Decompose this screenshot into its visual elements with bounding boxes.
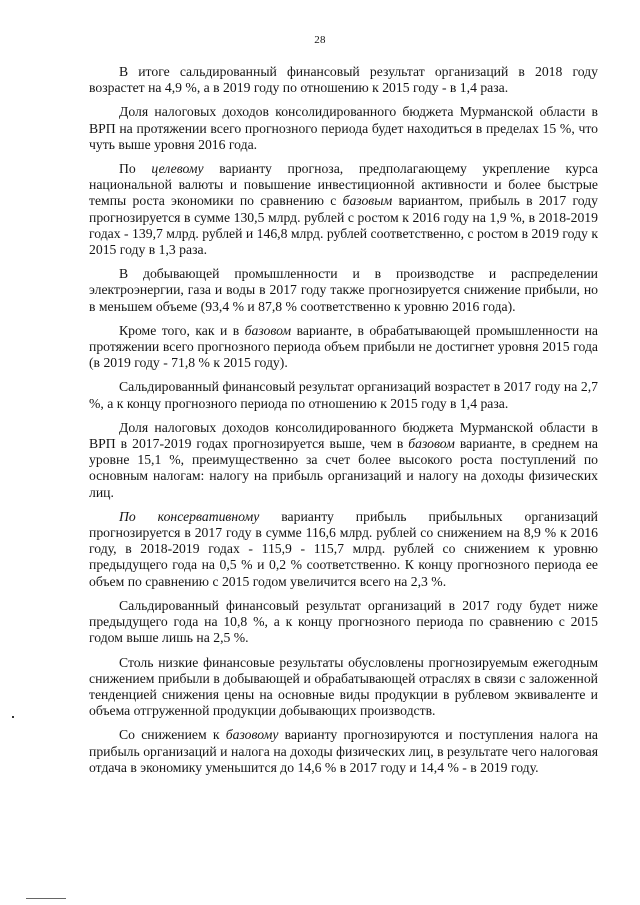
scan-mark: [12, 716, 14, 718]
paragraph: [89, 509, 598, 590]
italic-text: целевому: [151, 161, 204, 177]
paragraph: [89, 727, 598, 776]
scan-mark: [26, 898, 66, 899]
paragraph-text: вариантом, прибыль в 2017 году прогнозируется в сумме 130,5 млрд. рублей с ростом к 2016 году на 1,9 %, в 2018-2019 годах - 139,7 млрд. рублей и 146,8 млрд. рублей соответственно, с ростом в 2019 году к 2015 году в 1,3 раза.: [89, 193, 598, 258]
italic-text: базовом: [408, 436, 455, 452]
paragraph-text: варианту прогнозируются и поступления налога на прибыль организаций и налога на доходы физических лиц, в результате чего налоговая отдача в экономику уменьшится до 14,6 % в 2017 году и 14,4 % - в 2019 году.: [89, 727, 599, 775]
paragraph: [89, 64, 598, 96]
italic-text: базовым: [342, 193, 393, 209]
paragraph-text: варианте, в среднем на уровне 15,1 %, преимущественно за счет более высокого роста поступлений по основным налогам: налогу на прибыль организаций и налогу на доходы физических лиц.: [89, 436, 598, 500]
italic-text: базовом: [244, 322, 292, 338]
paragraph: [89, 420, 598, 501]
paragraph-text: варианту прибыль прибыльных организаций прогнозируется в 2017 году в сумме 116,6 млрд. рублей со снижением на 8,9 % к 2016 году, в 2018-2019 годах - 115,9 - 115,7 млрд. рублей со снижением к уровню предыдущего года на 0,5 % и 0,2 % соответственно. К концу прогнозного периода ее объем по сравнению с 2015 годом увеличится всего на 2,3 %.: [89, 508, 599, 589]
paragraph-text: варианте, в обрабатывающей промышленности на протяжении всего прогнозного периода объем прибыли не достигнет уровня 2015 года (в 2019 году - 71,8 % к 2015 году).: [89, 322, 598, 371]
paragraph-text: Кроме того, как и в: [119, 322, 245, 338]
paragraph: [89, 104, 598, 153]
paragraph-text: В итоге сальдированный финансовый результат организаций в 2018 году возрастет на 4,9 %, а в 2019 году по отношению к 2015 году - в 1,4 раза.: [89, 64, 598, 96]
page-number: 28: [314, 34, 326, 46]
paragraph-text: Доля налоговых доходов консолидированного бюджета Мурманской области в ВРП в 2017-2019 годах прогнозируется выше, чем в: [89, 419, 598, 452]
paragraph: [89, 161, 598, 258]
paragraph: [89, 598, 598, 647]
paragraph-text: варианту прогноза, предполагающему укрепление курса национальной валюты и повышение инвестиционной активности и более быстрые темпы роста экономики по сравнению с: [89, 161, 598, 209]
paragraph: [89, 655, 598, 720]
body-text: [89, 64, 598, 780]
paragraph-text: В добывающей промышленности и в производстве и распределении электроэнергии, газа и воды в 2017 году также прогнозируется снижение прибыли, но в меньшем объеме (93,4 % и 87,8 % соответственно к уровню 2016 года).: [89, 266, 598, 314]
paragraph: [89, 323, 598, 372]
paragraph-text: Доля налоговых доходов консолидированного бюджета Мурманской области в ВРП на протяжении всего прогнозного периода будет находиться в пределах 15 %, что чуть выше уровня 2016 года.: [89, 104, 598, 152]
paragraph-text: Сальдированный финансовый результат организаций в 2017 году будет ниже предыдущего года на 10,8 %, а к концу прогнозного периода по сравнению с 2015 годом выше лишь на 2,5 %.: [89, 597, 598, 646]
paragraph-text: Столь низкие финансовые результаты обусловлены прогнозируемым ежегодным снижением прибыли в добывающей и обрабатывающей отраслях в связи с заложенной тенденцией снижения цены на основные виды продукции в рублевом эквиваленте и объема отгруженной продукции добывающих производств.: [89, 654, 598, 719]
italic-text: По консервативному: [119, 508, 260, 524]
paragraph: [89, 379, 598, 411]
paragraph-text: Сальдированный финансовый результат организаций возрастет в 2017 году на 2,7 %, а к концу прогнозного периода по отношению к 2015 году в 1,4 раза.: [89, 379, 598, 411]
paragraph-text: По: [119, 161, 152, 177]
paragraph-text: Со снижением к: [119, 727, 226, 743]
italic-text: базовому: [225, 727, 279, 743]
paragraph: [89, 266, 598, 315]
